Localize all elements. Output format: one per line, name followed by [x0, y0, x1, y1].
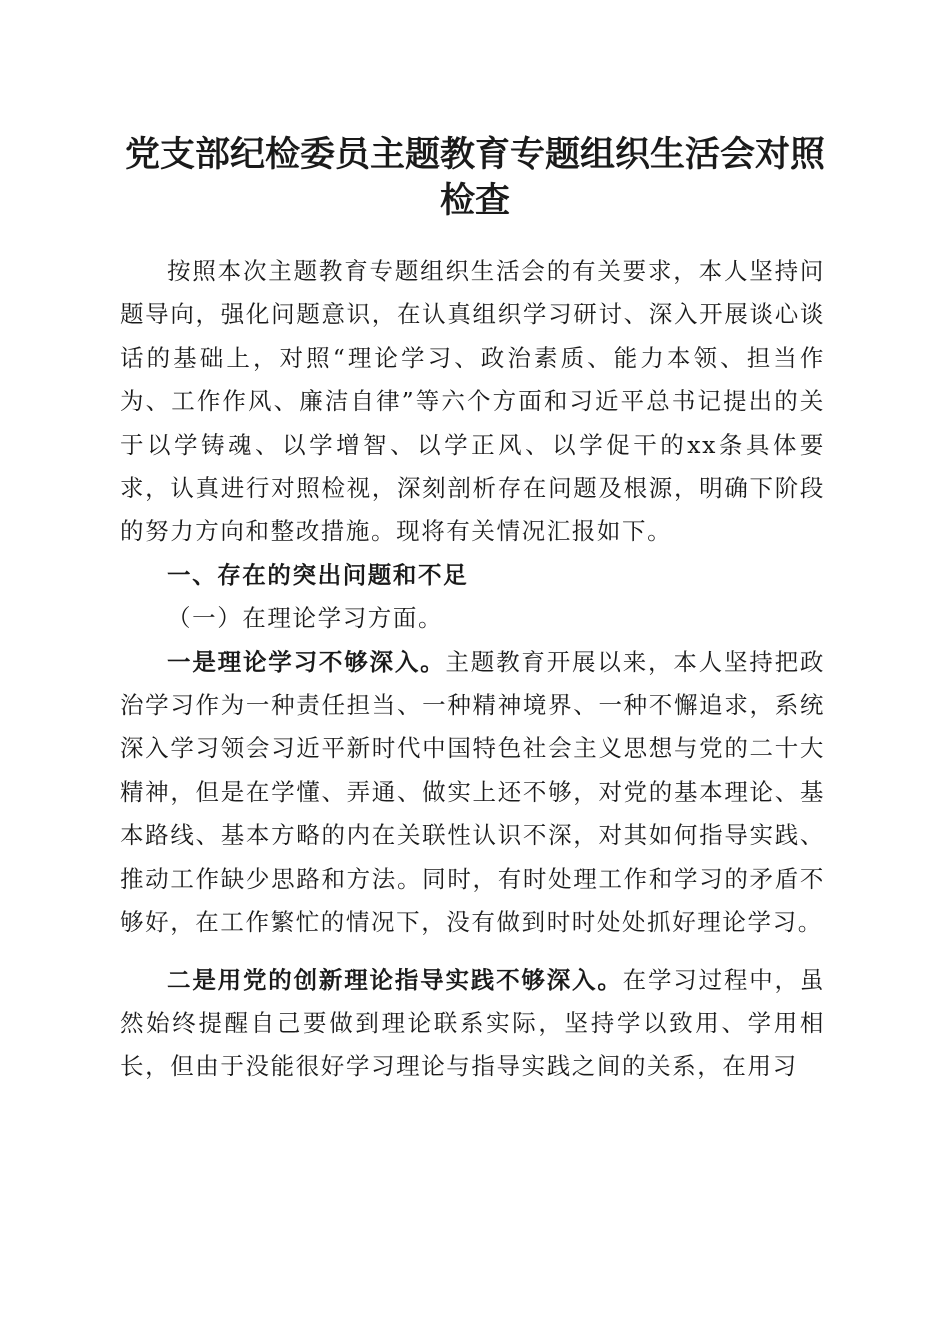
- document-body: [120, 250, 825, 1089]
- item-lead-2: 二是用党的创新理论指导实践不够深入。: [167, 965, 623, 994]
- item-paragraph-2: [120, 959, 825, 1089]
- item-text-1: 主题教育开展以来，本人坚持把政治学习作为一种责任担当、一种精神境界、一种不懈追求，系统深入学习领会习近平新时代中国特色社会主义思想与党的二十大精神，但是在学懂、弄通、做实上还不够，对党的基本理论、基本路线、基本方略的内在关联性认识不深，对其如何指导实践、推动工作缺少思路和方法。同时，有时处理工作和学习的矛盾不够好，在工作繁忙的情况下，没有做到时时处处抓好理论学习。: [120, 647, 826, 937]
- intro-paragraph: 按照本次主题教育专题组织生活会的有关要求，本人坚持问题导向，强化问题意识，在认真组织学习研讨、深入开展谈心谈话的基础上，对照“理论学习、政治素质、能力本领、担当作为、工作作风、廉洁自律”等六个方面和习近平总书记提出的关于以学铸魂、以学增智、以学正风、以学促干的xx条具体要求，认真进行对照检视，深刻剖析存在问题及根源，明确下阶段的努力方向和整改措施。现将有关情况汇报如下。: [120, 257, 825, 546]
- section-heading: 一、存在的突出问题和不足: [167, 560, 469, 589]
- document-title: 党支部纪检委员主题教育专题组织生活会对照检查: [124, 134, 825, 221]
- item-lead-1: 一是理论学习不够深入。: [167, 647, 446, 676]
- item-text-2: 在学习过程中，虽然始终提醒自己要做到理论联系实际，坚持学以致用、学用相长，但由于没能很好学习理论与指导实践之间的关系，在用习: [120, 965, 825, 1081]
- item-paragraph-1: [120, 641, 825, 945]
- subsection-heading: （一）在理论学习方面。: [167, 604, 444, 633]
